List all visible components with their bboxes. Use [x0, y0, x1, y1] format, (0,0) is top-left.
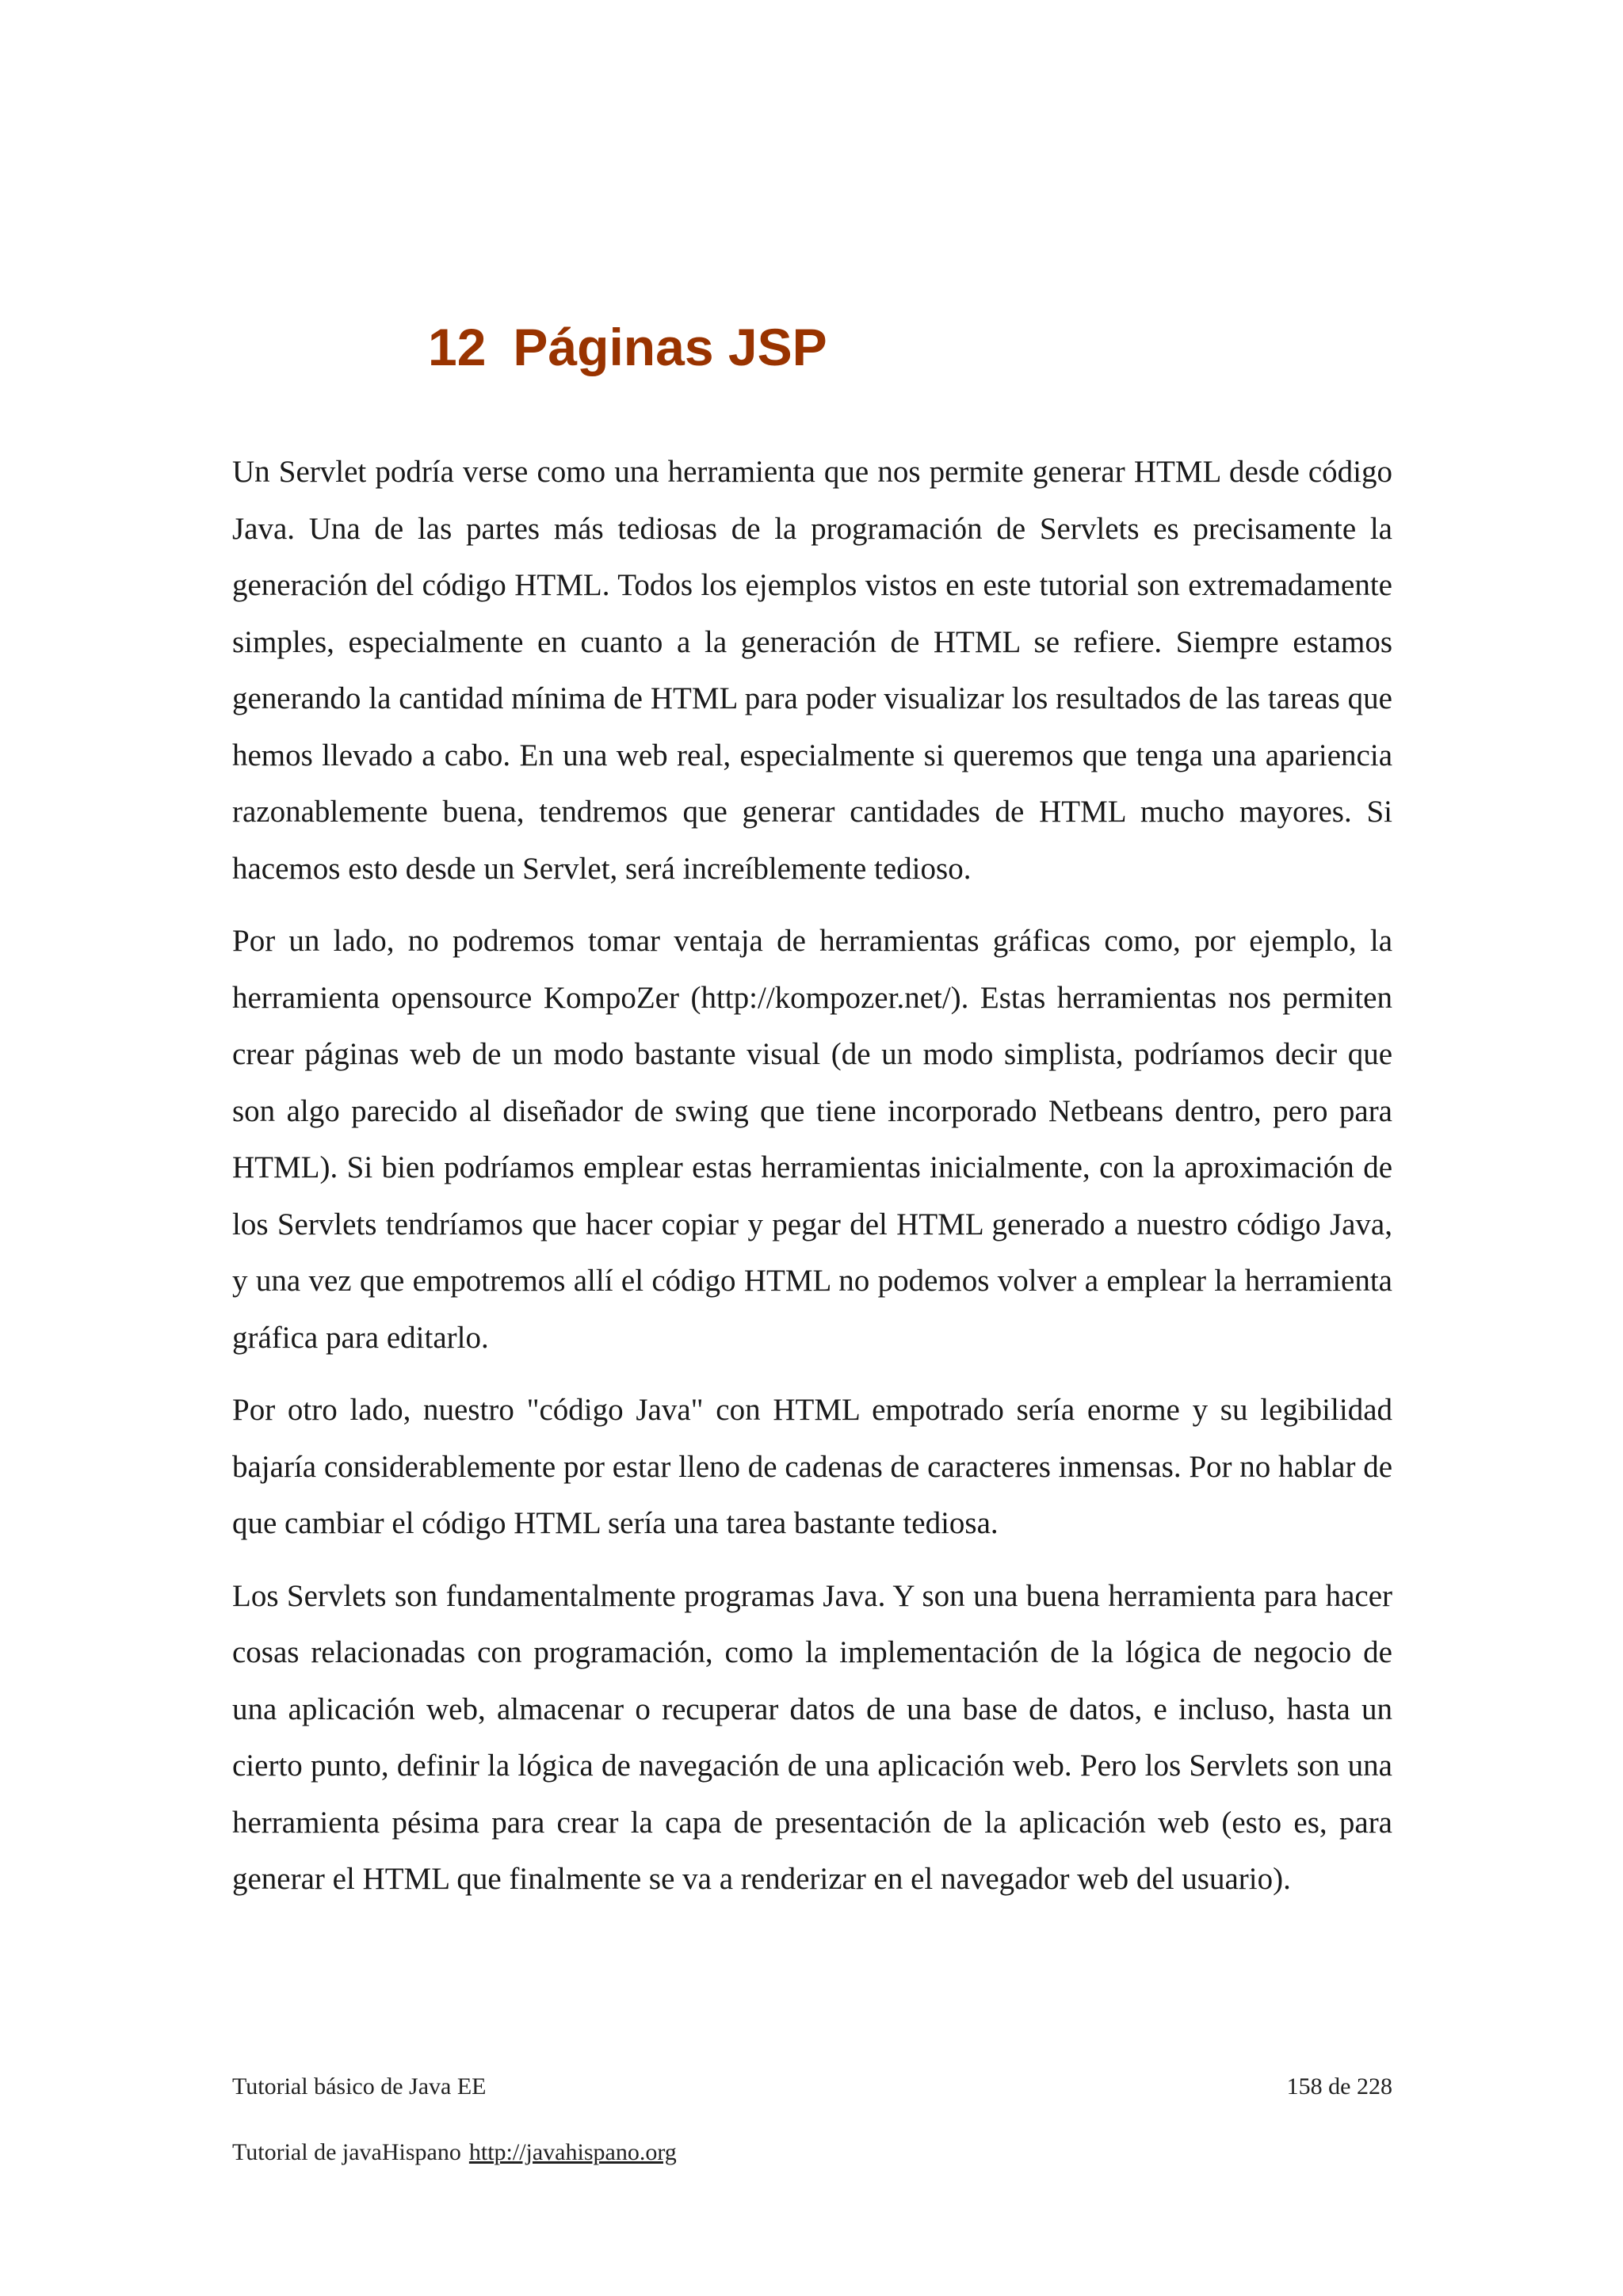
paragraph-2: Por un lado, no podremos tomar ventaja de herramientas gráficas como, por ejemplo, la herramienta opensource KompoZer (http://kompozer.net/). Estas herramientas nos permiten crear páginas web de un modo bastante visual (de un modo simplista, podríamos decir que son algo parecido al diseñador de swing que tiene incorporado Netbeans dentro, pero para HTML). Si bien podríamos emplear estas herramientas inicialmente, con la aproximación de los Servlets tendríamos que hacer copiar y pegar del HTML generado a nuestro código Java, y una vez que empotremos allí el código HTML no podemos volver a emplear la herramienta gráfica para editarlo. [232, 924, 1392, 1355]
footer-book-title: Tutorial básico de Java EE [232, 2073, 487, 2100]
paragraph-1: Un Servlet podría verse como una herramienta que nos permite generar HTML desde código Java. Una de las partes más tediosas de la programación de Servlets es precisamente la generación del código HTML. Todos los ejemplos vistos en este tutorial son extremadamente simples, especialmente en cuanto a la generación de HTML se refiere. Siempre estamos generando la cantidad mínima de HTML para poder visualizar los resultados de las tareas que hemos llevado a cabo. En una web real, especialmente si queremos que tenga una apariencia razonablemente buena, tendremos que generar cantidades de HTML mucho mayores. Si hacemos esto desde un Servlet, será increíblemente tedioso. [232, 455, 1392, 886]
footer-publisher-link[interactable]: http://javahispano.org [468, 2139, 677, 2165]
footer-publisher [232, 2137, 677, 2168]
chapter-heading [428, 315, 827, 379]
footer-publisher-text: Tutorial de javaHispano [232, 2139, 461, 2165]
chapter-title: Páginas JSP [513, 318, 827, 376]
chapter-body [232, 444, 1392, 1924]
footer-page-number: 158 de 228 [1286, 2073, 1392, 2100]
paragraph-4: Los Servlets son fundamentalmente programas Java. Y son una buena herramienta para hacer cosas relacionadas con programación, como la implementación de la lógica de negocio de una aplicación web, almacenar o recuperar datos de una base de datos, e incluso, hasta un cierto punto, definir la lógica de navegación de una aplicación web. Pero los Servlets son una herramienta pésima para crear la capa de presentación de la aplicación web (esto es, para generar el HTML que finalmente se va a renderizar en el navegador web del usuario). [232, 1578, 1392, 1896]
paragraph-3: Por otro lado, nuestro "código Java" con HTML empotrado sería enorme y su legibilidad bajaría considerablemente por estar lleno de cadenas de caracteres inmensas. Por no hablar de que cambiar el código HTML sería una tarea bastante tediosa. [232, 1393, 1393, 1540]
chapter-number: 12 [428, 318, 487, 376]
